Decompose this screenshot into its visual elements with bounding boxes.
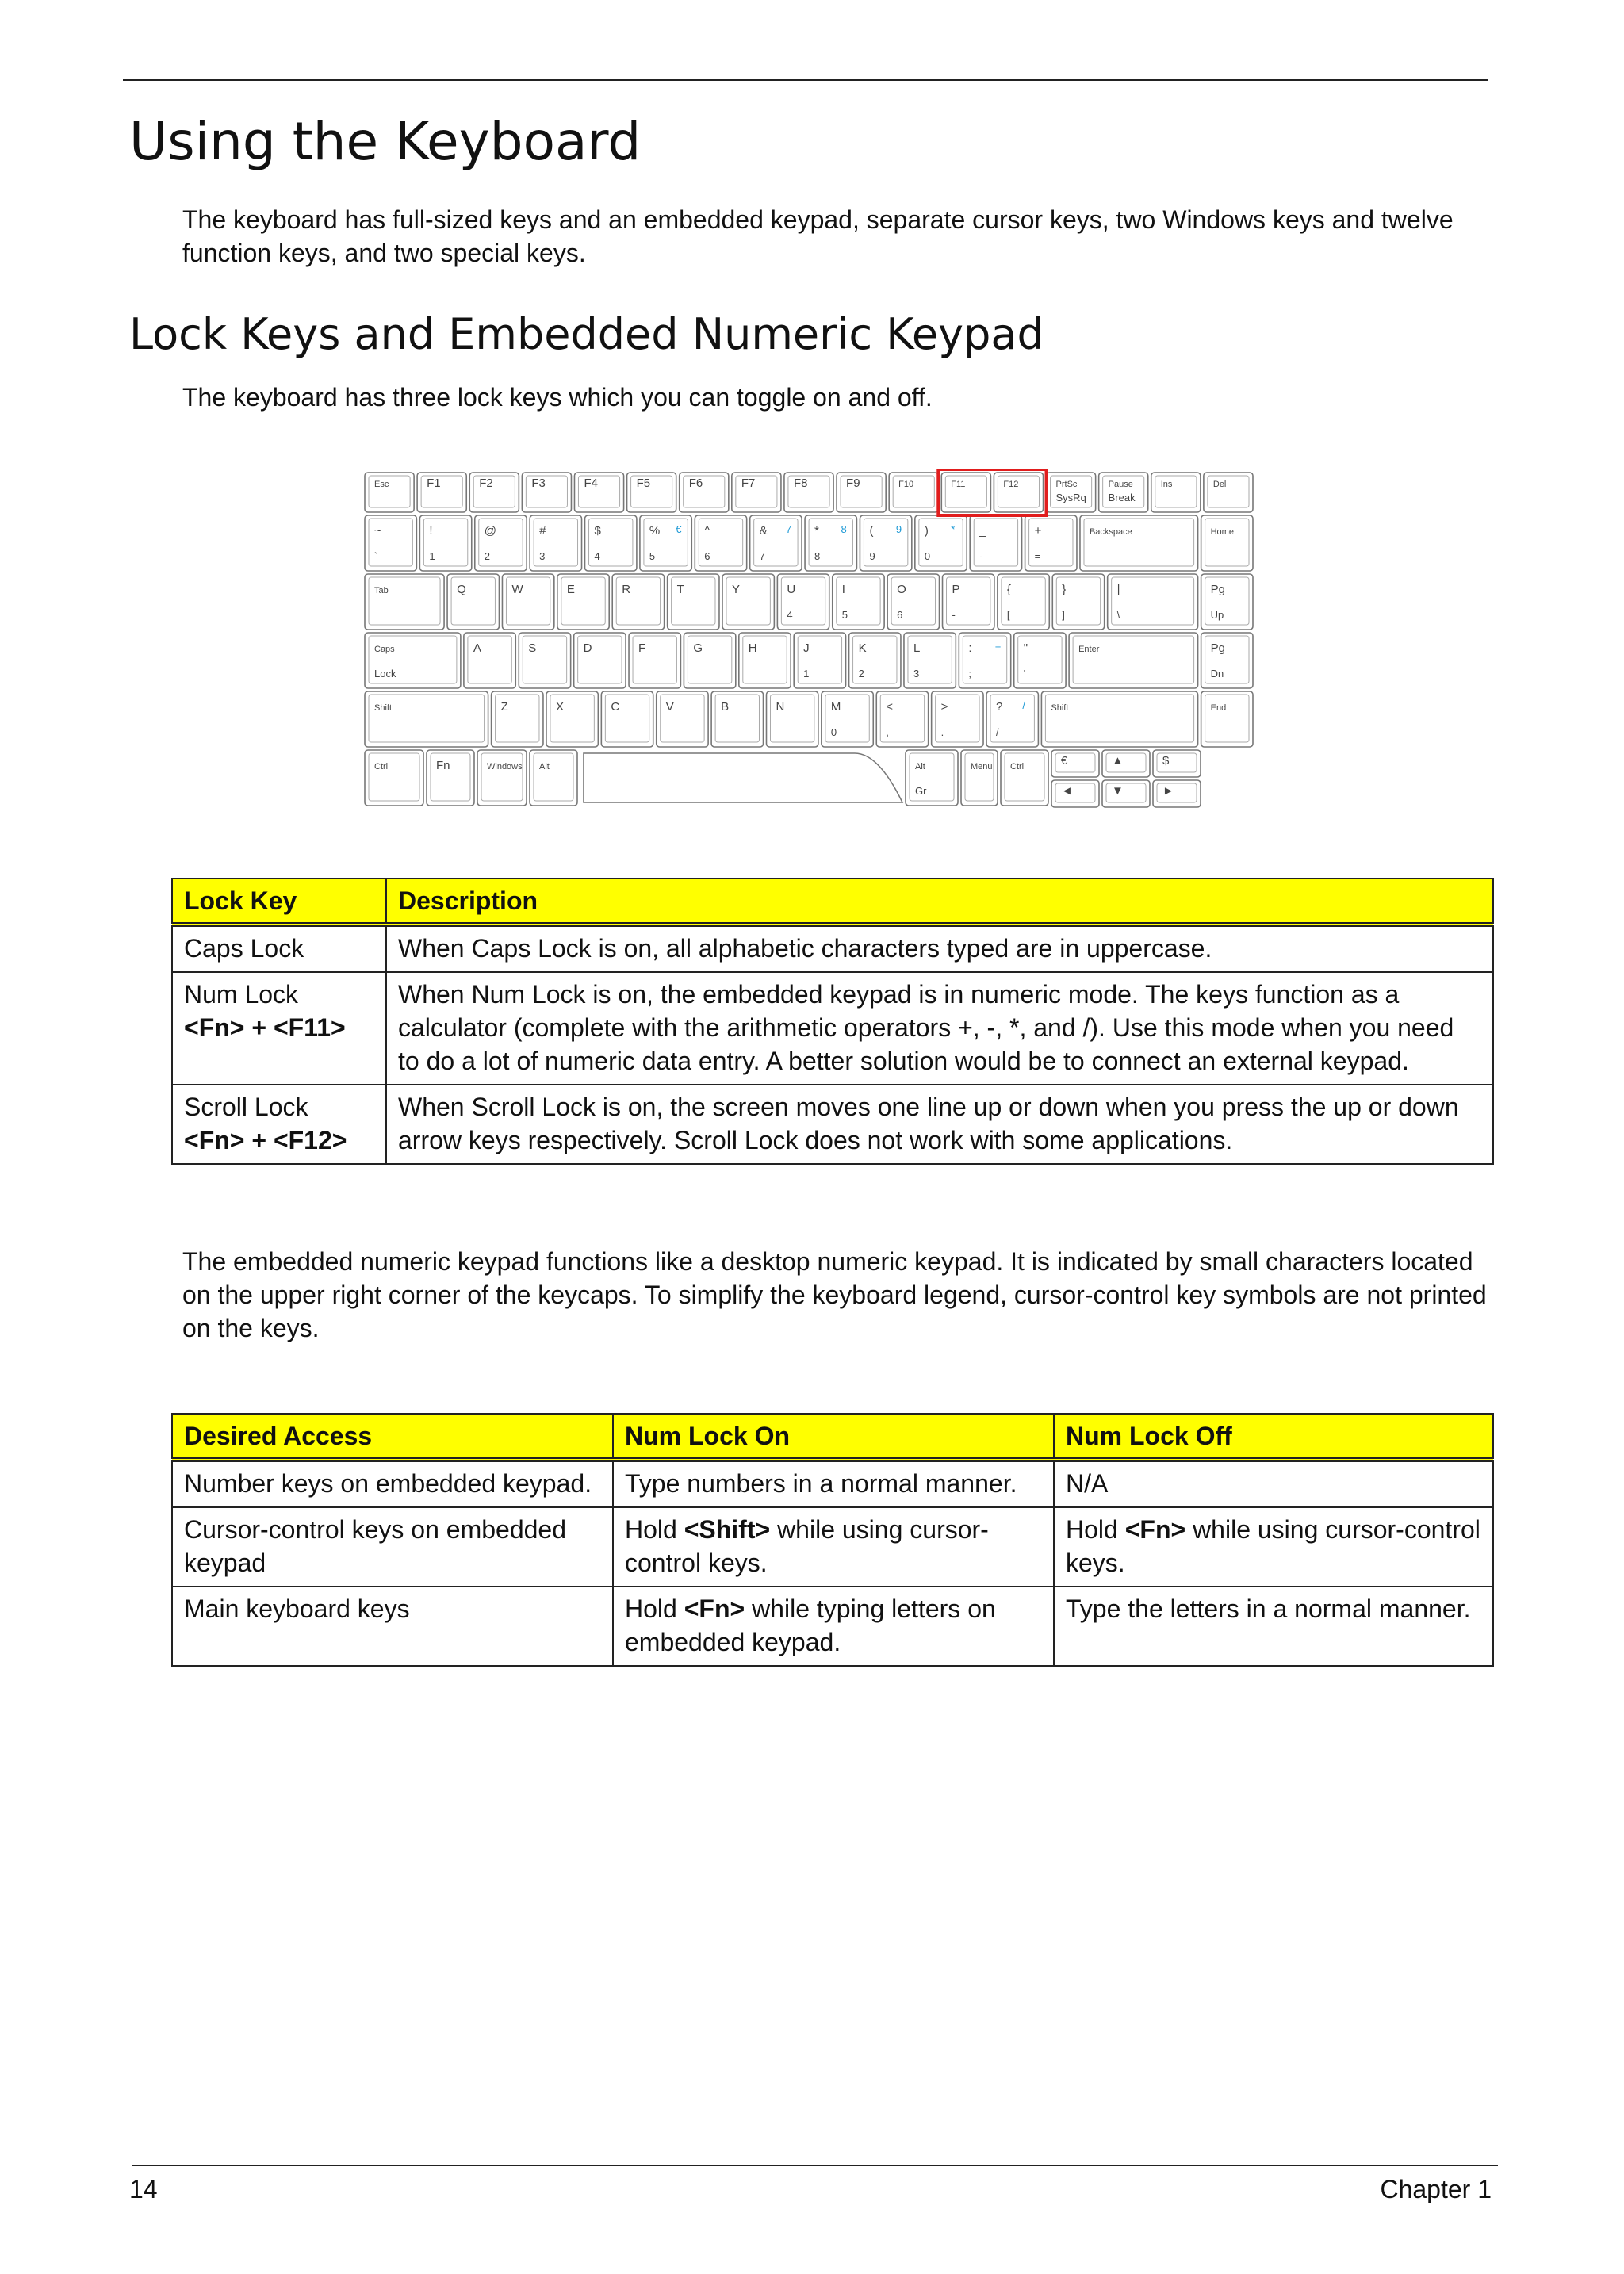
- key-1-8: [805, 515, 856, 571]
- key-1-7: [750, 515, 802, 571]
- key-0-9: [837, 473, 886, 512]
- key-1-10: [915, 515, 967, 571]
- key-0-0: [365, 473, 414, 512]
- key-2-3: [557, 574, 609, 630]
- key-label: A: [473, 641, 481, 655]
- key-1-2: [475, 515, 527, 571]
- lock-key-name: Num Lock: [184, 980, 299, 1009]
- key-3-12: [1069, 633, 1198, 688]
- key-sublabel: ]: [1062, 609, 1065, 621]
- key-label: €: [1061, 754, 1068, 768]
- key-4-8: [876, 691, 928, 747]
- table-row: [172, 1460, 1493, 1507]
- key-label: &: [759, 524, 768, 538]
- key-label: Fn: [436, 759, 450, 772]
- key-2-4: [612, 574, 664, 630]
- key-4-0: [365, 691, 488, 747]
- key-2-7: [777, 574, 829, 630]
- key-4-2: [546, 691, 598, 747]
- key-2-12: [1052, 574, 1104, 630]
- header-description: Description: [386, 879, 1493, 925]
- key-label: {: [1006, 583, 1011, 596]
- key-label: B: [721, 700, 730, 714]
- key-label: End: [1210, 703, 1227, 713]
- key-3-5: [684, 633, 735, 688]
- key-4-10: [986, 691, 1038, 747]
- key-3-7: [794, 633, 845, 688]
- key-label: P: [952, 583, 960, 596]
- key-4-6: [766, 691, 818, 747]
- key-sublabel: 5: [841, 609, 848, 621]
- key-2-5: [668, 574, 719, 630]
- key-3-6: [739, 633, 791, 688]
- key-sublabel: SysRq: [1055, 492, 1086, 503]
- lock-key-cell: [172, 972, 386, 1085]
- keyboard-illustration: [363, 469, 1258, 817]
- key-label: F8: [793, 477, 808, 490]
- key-label: $: [1162, 754, 1170, 768]
- key-3-2: [519, 633, 570, 688]
- key-label: Enter: [1078, 645, 1100, 654]
- page-title: Using the Keyboard: [129, 111, 642, 172]
- key-label: F4: [584, 477, 598, 490]
- key-1-0: [365, 515, 416, 571]
- access-cell: Number keys on embedded keypad.: [172, 1460, 613, 1507]
- key-sublabel: -: [952, 609, 956, 621]
- key-altgr: [906, 750, 958, 806]
- table-row: [172, 972, 1493, 1085]
- key-label: |: [1116, 583, 1120, 596]
- key-bottom-1: [427, 750, 474, 806]
- table-header-row: [172, 879, 1493, 925]
- keypad-legend: 8: [841, 523, 847, 535]
- key-sublabel: 3: [913, 668, 920, 680]
- key-label: _: [979, 524, 986, 538]
- key-label: E: [566, 583, 575, 596]
- key-1-9: [860, 515, 911, 571]
- key-2-6: [722, 574, 774, 630]
- cell-text: while typing letters on embedded keypad.: [625, 1594, 996, 1656]
- key-label: ◄: [1061, 784, 1073, 798]
- key-label: ~: [374, 524, 381, 538]
- key-label: !: [429, 524, 433, 538]
- key-0-12: [994, 473, 1043, 512]
- keypad-legend: 7: [786, 523, 792, 535]
- key-0-8: [784, 473, 833, 512]
- key-sublabel: 4: [787, 609, 793, 621]
- key-0-13: [1047, 473, 1096, 512]
- key-label: F2: [479, 477, 493, 490]
- key-sublabel: 5: [649, 550, 656, 562]
- key-label: O: [897, 583, 906, 596]
- key-right-ctrl: [1001, 750, 1048, 806]
- key-label: Pause: [1108, 480, 1133, 489]
- key-combo: <Shift>: [684, 1515, 771, 1544]
- key-0-14: [1099, 473, 1148, 512]
- key-sublabel: 7: [759, 550, 765, 562]
- key-sublabel: .: [940, 726, 944, 738]
- key-2-8: [833, 574, 884, 630]
- key-4-9: [932, 691, 983, 747]
- keyboard-diagram: [363, 469, 1258, 817]
- table-header-row: [172, 1414, 1493, 1460]
- key-sublabel: Break: [1108, 492, 1136, 503]
- key-label: Shift: [374, 703, 393, 713]
- key-label: ►: [1162, 784, 1174, 798]
- section-title: Lock Keys and Embedded Numeric Keypad: [129, 309, 1044, 359]
- key-combo: <Fn>: [1124, 1515, 1186, 1544]
- key-4-12: [1201, 691, 1253, 747]
- key-label: Home: [1210, 527, 1234, 537]
- key-combo: <Fn> + <F12>: [184, 1126, 347, 1154]
- key-label: F: [638, 641, 646, 655]
- key-label: J: [803, 641, 810, 655]
- key-label: F7: [741, 477, 756, 490]
- key-4-4: [657, 691, 708, 747]
- key-combo: <Fn>: [684, 1594, 745, 1623]
- key-label: M: [830, 700, 841, 714]
- key-sublabel: =: [1034, 550, 1041, 562]
- key-sublabel: -: [979, 550, 983, 562]
- cell-text: while using cursor-control keys.: [625, 1515, 989, 1577]
- key-sublabel: 9: [869, 550, 875, 562]
- header-num-lock-off: Num Lock Off: [1054, 1414, 1493, 1460]
- cell-text: Hold: [625, 1594, 684, 1623]
- key-label: X: [555, 700, 564, 714]
- chapter-label: Chapter 1: [1380, 2175, 1492, 2203]
- key-3-10: [959, 633, 1010, 688]
- key-sublabel: Lock: [374, 668, 396, 680]
- intro-paragraph: The keyboard has full-sized keys and an embedded keypad, separate cursor keys, two Windows keys and twelve function keys, and two special keys.: [182, 205, 1454, 267]
- key-0-5: [627, 473, 676, 512]
- key-0-7: [732, 473, 781, 512]
- key-0-2: [469, 473, 519, 512]
- key-label: N: [776, 700, 785, 714]
- lock-key-cell: [172, 1085, 386, 1164]
- key-label: Ins: [1160, 480, 1173, 489]
- key-label: ^: [704, 524, 710, 538]
- key-label: F11: [951, 480, 966, 489]
- key-1-11: [970, 515, 1021, 571]
- key-0-15: [1151, 473, 1201, 512]
- key-label: Z: [500, 700, 508, 714]
- table-row: [172, 1587, 1493, 1666]
- key-label: F5: [636, 477, 651, 490]
- key-0-16: [1204, 473, 1253, 512]
- key-label: %: [649, 524, 661, 538]
- keypad-legend: 9: [895, 523, 902, 535]
- key-label: }: [1062, 583, 1067, 596]
- key-2-2: [502, 574, 553, 630]
- keypad-legend: €: [676, 523, 682, 535]
- key-label: Q: [457, 583, 466, 596]
- key-bottom-2: [477, 750, 527, 806]
- cell-text: Type numbers in a normal manner.: [625, 1469, 1017, 1498]
- key-label: F6: [688, 477, 703, 490]
- key-sublabel: 2: [858, 668, 864, 680]
- access-table: [171, 1413, 1494, 1667]
- description-cell: When Caps Lock is on, all alphabetic characters typed are in uppercase.: [386, 925, 1493, 972]
- key-1-3: [530, 515, 581, 571]
- key-0-4: [574, 473, 623, 512]
- table-row: [172, 1085, 1493, 1164]
- cell-text: Hold: [625, 1515, 684, 1544]
- key-3-0: [365, 633, 461, 688]
- key-sublabel: \: [1116, 609, 1120, 621]
- lock-key-name: Caps Lock: [184, 934, 304, 963]
- key-1-13: [1080, 515, 1198, 571]
- key-sublabel: 0: [924, 550, 931, 562]
- key-label: Pg: [1210, 583, 1225, 596]
- key-label: PrtSc: [1055, 480, 1078, 489]
- embedded-keypad-paragraph: The embedded numeric keypad functions like a desktop numeric keypad. It is indicated by small characters located on the upper right corner of the keycaps. To simplify the keyboard legend, cursor-control key symbols are not printed on the keys.: [182, 1247, 1487, 1342]
- key-sublabel: 6: [704, 550, 710, 562]
- keypad-legend: *: [951, 523, 956, 535]
- key-4-5: [711, 691, 763, 747]
- key-sublabel: Gr: [915, 785, 927, 797]
- lock-keys-table: [171, 878, 1494, 1165]
- footer-rule: [132, 2165, 1498, 2166]
- key-label: ▲: [1112, 754, 1124, 768]
- key-label: Y: [731, 583, 741, 596]
- key-label: Alt: [539, 762, 550, 771]
- key-2-1: [447, 574, 499, 630]
- key-sublabel: 0: [830, 726, 837, 738]
- key-label: +: [1034, 524, 1042, 538]
- key-label: *: [814, 524, 819, 538]
- lock-key-name: Scroll Lock: [184, 1093, 308, 1121]
- key-3-9: [904, 633, 956, 688]
- key-label: Ctrl: [374, 762, 389, 771]
- key-label: R: [622, 583, 631, 596]
- key-bottom-3: [530, 750, 577, 806]
- key-euro: [1051, 750, 1099, 777]
- cell-text: Type the letters in a normal manner.: [1066, 1594, 1471, 1623]
- lock-intro-paragraph: The keyboard has three lock keys which you can toggle on and off.: [182, 383, 933, 412]
- key-0-3: [522, 473, 571, 512]
- key-label: #: [539, 524, 546, 538]
- key-up-arrow: [1102, 750, 1150, 777]
- key-label: H: [748, 641, 757, 655]
- num-lock-off-cell: [1054, 1587, 1493, 1666]
- header-desired-access: Desired Access: [172, 1414, 613, 1460]
- key-0-11: [941, 473, 990, 512]
- space-bar: [584, 753, 902, 802]
- key-sublabel: 1: [803, 668, 810, 680]
- key-label: I: [841, 583, 845, 596]
- lock-key-cell: [172, 925, 386, 972]
- key-4-3: [601, 691, 653, 747]
- key-sublabel: 4: [594, 550, 600, 562]
- key-sublabel: /: [996, 726, 999, 738]
- key-4-7: [822, 691, 873, 747]
- key-label: F1: [427, 477, 441, 490]
- key-label: >: [940, 700, 948, 714]
- key-label: <: [886, 700, 894, 714]
- num-lock-off-cell: [1054, 1460, 1493, 1507]
- key-label: ?: [996, 700, 1003, 714]
- access-cell: Main keyboard keys: [172, 1587, 613, 1666]
- key-2-13: [1108, 574, 1198, 630]
- cell-text: while using cursor-control keys.: [1066, 1515, 1480, 1577]
- key-sublabel: `: [374, 550, 378, 562]
- key-3-1: [464, 633, 515, 688]
- key-sublabel: Up: [1210, 609, 1224, 621]
- key-3-11: [1014, 633, 1066, 688]
- key-label: F10: [898, 480, 914, 489]
- num-lock-on-cell: [613, 1507, 1054, 1587]
- key-sublabel: ,: [886, 726, 889, 738]
- key-down-arrow: [1102, 780, 1150, 807]
- key-sublabel: 2: [484, 550, 490, 562]
- access-cell: Cursor-control keys on embedded keypad: [172, 1507, 613, 1587]
- key-label: Tab: [374, 586, 389, 595]
- key-label: Menu: [971, 762, 993, 771]
- key-0-6: [680, 473, 729, 512]
- key-label: Esc: [374, 480, 389, 489]
- key-label: @: [484, 524, 496, 538]
- key-sublabel: 6: [897, 609, 903, 621]
- key-dollar: [1153, 750, 1201, 777]
- key-sublabel: [: [1006, 609, 1010, 621]
- key-3-13: [1201, 633, 1253, 688]
- num-lock-off-cell: [1054, 1507, 1493, 1587]
- key-0-1: [417, 473, 466, 512]
- key-4-11: [1041, 691, 1197, 747]
- header-lock-key: Lock Key: [172, 879, 386, 925]
- key-label: W: [511, 583, 523, 596]
- key-1-5: [640, 515, 691, 571]
- key-label: T: [676, 583, 684, 596]
- key-label: G: [693, 641, 703, 655]
- key-sublabel: 3: [539, 550, 546, 562]
- key-label: Pg: [1210, 641, 1225, 655]
- num-lock-on-cell: [613, 1587, 1054, 1666]
- key-left-arrow: [1051, 780, 1099, 807]
- page-number: 14: [129, 2175, 158, 2203]
- key-3-3: [574, 633, 626, 688]
- key-sublabel: 1: [429, 550, 435, 562]
- num-lock-on-cell: [613, 1460, 1054, 1507]
- key-label: ": [1023, 641, 1028, 655]
- key-sublabel: ;: [968, 668, 971, 680]
- key-3-8: [849, 633, 901, 688]
- key-3-4: [629, 633, 680, 688]
- key-1-12: [1025, 515, 1077, 571]
- description-cell: When Num Lock is on, the embedded keypad is in numeric mode. The keys function as a calculator (complete with the arithmetic operators +, -, *, and /). Use this mode when you need to do a lot of numeric data entry. A better solution would be to connect an external keypad.: [386, 972, 1493, 1085]
- key-label: S: [528, 641, 537, 655]
- key-label: C: [611, 700, 620, 714]
- key-label: Backspace: [1089, 527, 1132, 537]
- table-row: [172, 925, 1493, 972]
- header-rule: [123, 79, 1488, 81]
- key-sublabel: 8: [814, 550, 821, 562]
- table-row: [172, 1507, 1493, 1587]
- key-2-9: [887, 574, 939, 630]
- key-1-1: [419, 515, 471, 571]
- key-4-1: [492, 691, 543, 747]
- key-label: Shift: [1051, 703, 1069, 713]
- key-1-4: [585, 515, 637, 571]
- key-label: V: [665, 700, 674, 714]
- key-label: (: [869, 524, 874, 538]
- key-label: Caps: [374, 645, 395, 654]
- keypad-legend: /: [1022, 699, 1026, 711]
- key-label: Windows: [487, 762, 523, 771]
- key-label: $: [594, 524, 601, 538]
- key-label: Ctrl: [1010, 762, 1025, 771]
- key-label: Del: [1212, 480, 1227, 489]
- key-2-10: [943, 574, 994, 630]
- key-sublabel: ': [1023, 668, 1026, 680]
- header-num-lock-on: Num Lock On: [613, 1414, 1054, 1460]
- key-2-0: [365, 574, 444, 630]
- key-label: F12: [1003, 480, 1019, 489]
- key-label: :: [968, 641, 972, 655]
- keypad-legend: +: [994, 641, 1002, 653]
- key-label: K: [858, 641, 867, 655]
- key-right-arrow: [1153, 780, 1201, 807]
- key-sublabel: Dn: [1210, 668, 1224, 680]
- key-2-11: [998, 574, 1049, 630]
- key-1-6: [695, 515, 746, 571]
- key-menu: [961, 750, 998, 806]
- key-label: Alt: [915, 762, 925, 771]
- cell-text: N/A: [1066, 1469, 1109, 1498]
- key-label: U: [787, 583, 796, 596]
- key-bottom-0: [365, 750, 423, 806]
- cell-text: Hold: [1066, 1515, 1125, 1544]
- key-combo: <Fn> + <F11>: [184, 1013, 346, 1042]
- key-2-14: [1201, 574, 1253, 630]
- key-0-10: [889, 473, 938, 512]
- key-label: ▼: [1112, 784, 1124, 798]
- key-label: L: [913, 641, 921, 655]
- key-label: F3: [531, 477, 546, 490]
- key-label: F9: [846, 477, 860, 490]
- key-label: D: [583, 641, 592, 655]
- key-label: ): [924, 524, 929, 538]
- description-cell: When Scroll Lock is on, the screen moves one line up or down when you press the up or down arrow keys respectively. Scroll Lock does not work with some applications.: [386, 1085, 1493, 1164]
- key-1-14: [1201, 515, 1253, 571]
